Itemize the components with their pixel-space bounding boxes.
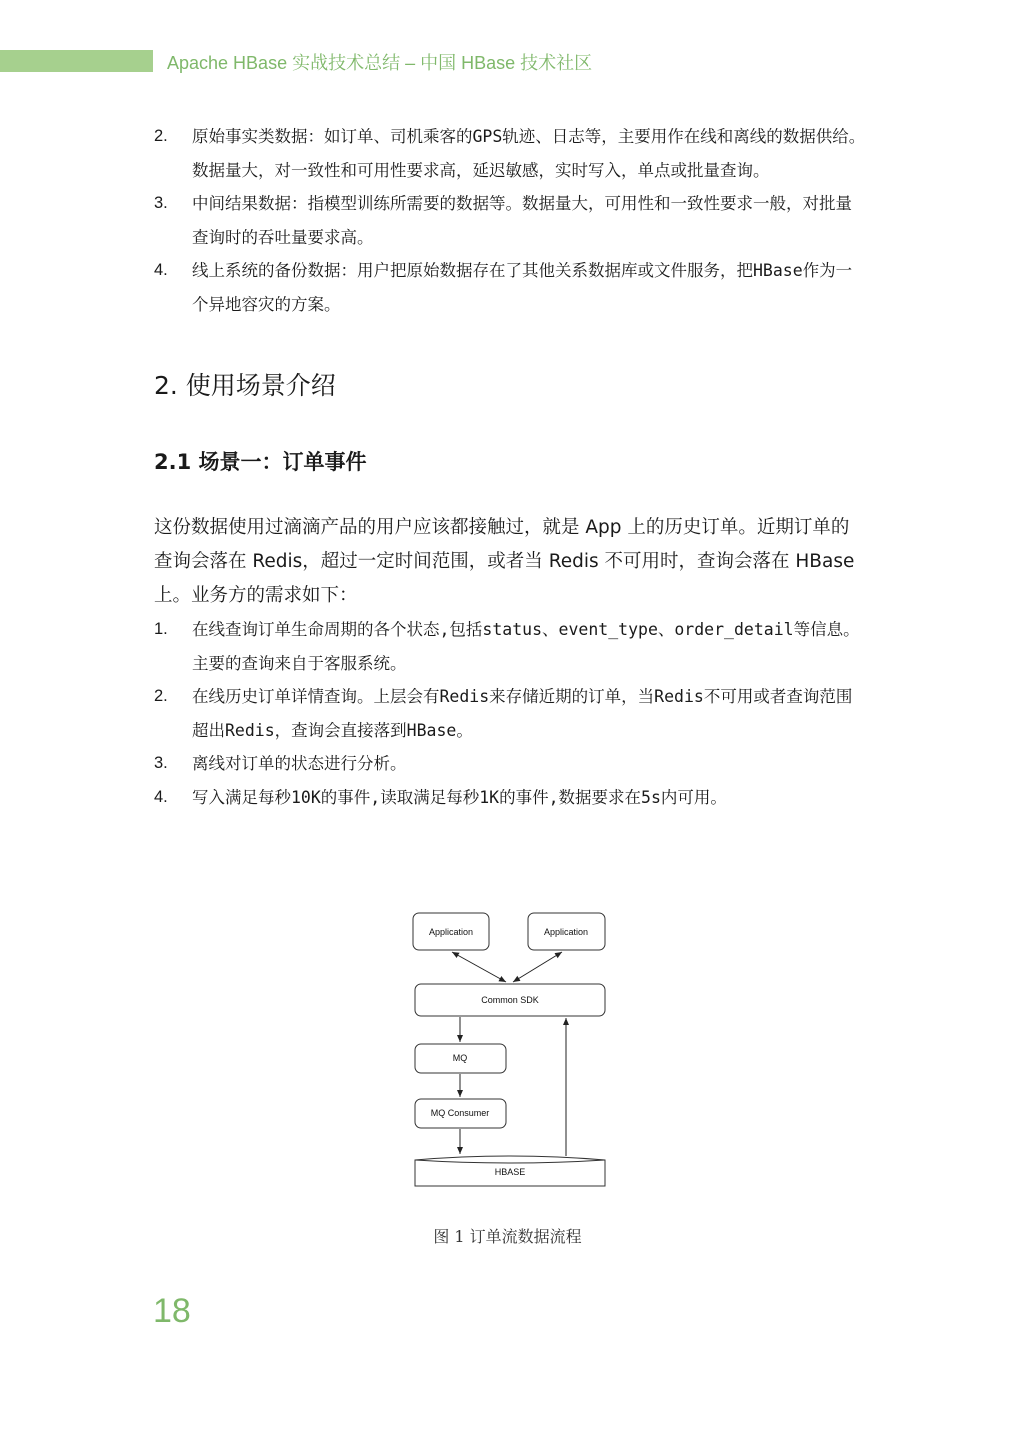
list-number: 2.: [154, 687, 168, 705]
caption-text: 图 1 订单流数据流程: [433, 1227, 582, 1246]
list-text: 离线对订单的状态进行分析。: [192, 754, 407, 773]
arrow-app1-sdk: [452, 952, 506, 982]
list-number: 3.: [154, 194, 168, 212]
sdk-label: Common SDK: [481, 995, 539, 1005]
list-number: 4.: [154, 261, 168, 279]
list-number: 3.: [154, 754, 168, 772]
list-number: 2.: [154, 127, 168, 145]
app1-label: Application: [428, 927, 474, 937]
list-text: 在线历史订单详情查询。上层会有Redis来存储近期的订单，当Redis不可用或者查询范围超出Redis，查询会直接落到HBase。: [192, 687, 853, 740]
figure-caption: [0, 1224, 1019, 1247]
list-text: 在线查询订单生命周期的各个状态,包括status、event_type、order_detail等信息。主要的查询来自于客服系统。: [192, 620, 860, 673]
list-number: 4.: [154, 787, 168, 806]
list-text: 中间结果数据：指模型训练所需要的数据等。数据量大，可用性和一致性要求一般，对批量查询时的吞吐量要求高。: [192, 194, 852, 247]
section-title: 2. 使用场景介绍: [154, 371, 336, 400]
list-number: 1.: [154, 620, 168, 638]
subsection-title: 2.1 场景一：订单事件: [154, 450, 367, 474]
mq-label: MQ: [452, 1053, 468, 1063]
mq-consumer-label: MQ Consumer: [430, 1108, 490, 1118]
app2-label: Application: [543, 927, 589, 937]
arrow-app2-sdk: [513, 952, 562, 982]
page-number: 18: [153, 1292, 191, 1330]
hbase-label: HBASE: [494, 1167, 526, 1177]
running-header: Apache HBase 实战技术总结 – 中国 HBase 技术社区: [167, 53, 593, 73]
list-text: 写入满足每秒10K的事件,读取满足每秒1K的事件,数据要求在5s内可用。: [192, 787, 727, 807]
list-text: 原始事实类数据：如订单、司机乘客的GPS轨迹、日志等，主要用作在线和离线的数据供给。数据量大，对一致性和可用性要求高，延迟敏感，实时写入，单点或批量查询。: [192, 127, 866, 180]
body-paragraph: 这份数据使用过滴滴产品的用户应该都接触过，就是 App 上的历史订单。近期订单的查询会落在 Redis，超过一定时间范围，或者当 Redis 不可用时，查询会落在 HBase 上。业务方的需求如下：: [154, 517, 855, 606]
list-text: 线上系统的备份数据：用户把原始数据存在了其他关系数据库或文件服务，把HBase作为一个异地容灾的方案。: [192, 261, 853, 314]
